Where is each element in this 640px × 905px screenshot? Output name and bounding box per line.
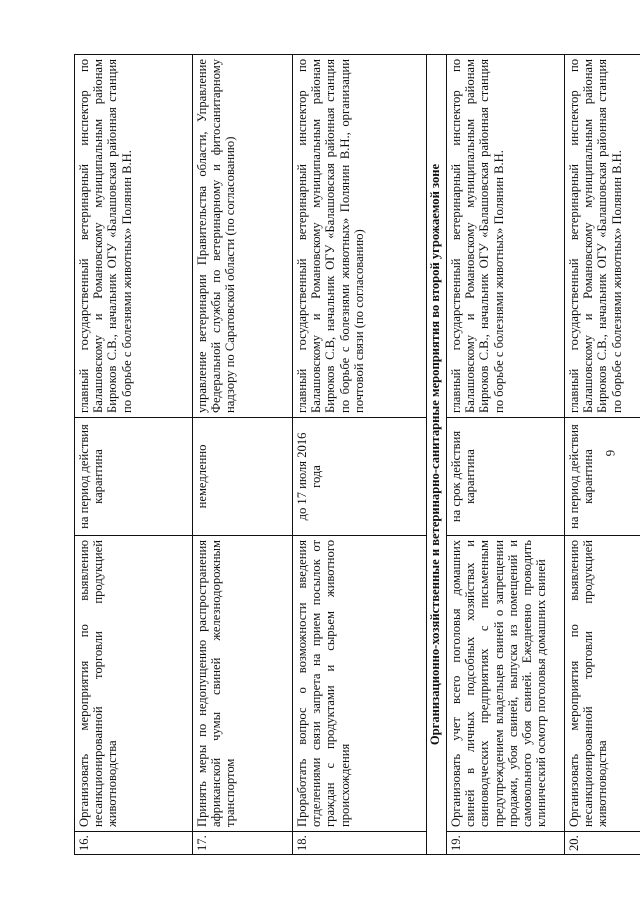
table-row [293, 55, 427, 855]
row-task: Организовать мероприятия по выявлению несанкционированной торговли продукцией животноводства [565, 536, 640, 832]
measures-table-wrapper [74, 55, 626, 855]
row-responsible: главный государственный ветеринарный инспектор по Балашовскому и Романовскому муниципальным районам Бирюков С.В, начальник ОГУ «Балашовская районная станция по борьбе с болезнями животных» Полянин В.Н., организации почтовой связи (по согласованию) [293, 55, 427, 418]
row-number: 18. [293, 832, 427, 855]
section-row [427, 55, 447, 855]
row-number: 19. [447, 832, 565, 855]
row-task: Организовать мероприятия по выявлению несанкционированной торговли продукцией животноводства [75, 536, 193, 832]
row-term: на период действия карантина [565, 418, 640, 536]
row-term: на период действия карантина [75, 418, 193, 536]
table-row [193, 55, 293, 855]
row-responsible: главный государственный ветеринарный инспектор по Балашовскому и Романовскому муниципальным районам Бирюков С.В., начальник ОГУ «Балашовская районная станция по борьбе с болезнями животных» Полянин В.Н. [565, 55, 640, 418]
measures-table [74, 54, 640, 855]
section-title: Организационно-хозяйственные и ветеринарно-санитарные мероприятия во второй угрожаемой зоне [427, 55, 447, 855]
row-responsible: управление ветеринарии Правительства области, Управление Федеральной службы по ветеринарному и фитосанитарному надзору по Саратовской области (по согласованию) [193, 55, 293, 418]
row-term: немедленно [193, 418, 293, 536]
table-row [447, 55, 565, 855]
table-row [565, 55, 640, 855]
row-task: Проработать вопрос о возможности введения отделениями связи запрета на прием посылок от граждан с продуктами и сырьем животного происхождения [293, 536, 427, 832]
row-responsible: главный государственный ветеринарный инспектор по Балашовскому и Романовскому муниципальным районам Бирюков С.В., начальник ОГУ «Балашовская районная станция по борьбе с болезнями животных» Полянин В.Н. [447, 55, 565, 418]
row-responsible: главный государственный ветеринарный инспектор по Балашовскому и Романовскому муниципальным районам Бирюков С.В., начальник ОГУ «Балашовская районная станция по борьбе с болезнями животных» Полянин В.Н. [75, 55, 193, 418]
table-row [75, 55, 193, 855]
row-term: до 17 июля 2016 года [293, 418, 427, 536]
row-task: Принять меры по недопущению распространения африканской чумы свиней железнодорожным транспортом [193, 536, 293, 832]
row-number: 20. [565, 832, 640, 855]
row-task: Организовать учет всего поголовья домашних свиней в личных подсобных хозяйствах и свиноводческих предприятиях с письменным предупреждением владельцев свиней о запрещении продажи, убоя свиней, выпуска из помещений и самовольного убоя свиней. Ежедневно проводить клинический осмотр поголовья домашних свиней [447, 536, 565, 832]
row-number: 17. [193, 832, 293, 855]
row-term: на срок действия карантина [447, 418, 565, 536]
row-number: 16. [75, 832, 193, 855]
page-number: 6 [603, 449, 618, 457]
